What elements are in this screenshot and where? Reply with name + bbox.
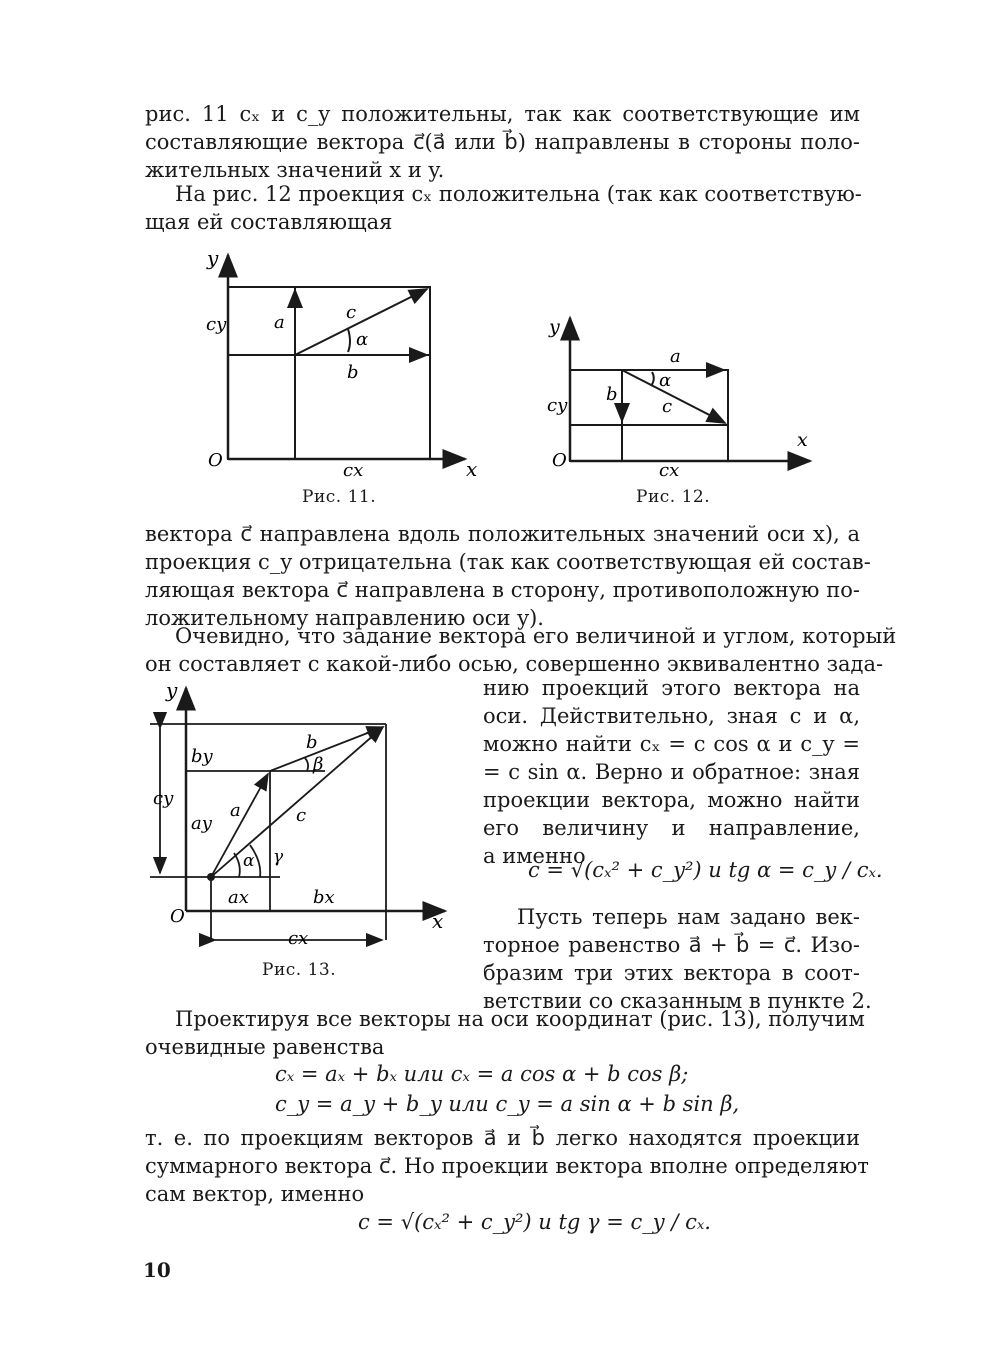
fig13-label-cx: cx bbox=[288, 928, 309, 949]
fig13-caption: Рис. 13. bbox=[262, 960, 337, 980]
fig12-label-cy: cy bbox=[547, 395, 568, 416]
fig13-label-ay: ay bbox=[191, 813, 212, 834]
paragraph-6 bbox=[145, 1005, 865, 1061]
fig11-label-alpha: α bbox=[356, 329, 369, 350]
paragraph-5-side bbox=[483, 903, 872, 1015]
fig11-label-y: y bbox=[207, 246, 219, 270]
text-line: жительных значений x и y. bbox=[145, 158, 445, 182]
fig12-label-y: y bbox=[549, 316, 560, 338]
text-line: его величину и направление, bbox=[483, 816, 860, 840]
fig13-label-x: x bbox=[432, 909, 444, 933]
equation-cy: c_y = a_y + b_y или c_y = a sin α + b sin β, bbox=[275, 1092, 740, 1116]
fig13-beta-arc bbox=[305, 758, 308, 771]
formula-magnitude-gamma: c = √(cₓ² + c_y²) и tg γ = c_y / cₓ. bbox=[358, 1210, 711, 1234]
fig13-label-b: b bbox=[306, 732, 318, 753]
fig11-label-cy: cy bbox=[206, 314, 227, 335]
fig11-label-a: a bbox=[274, 312, 285, 333]
fig11-label-b: b bbox=[347, 362, 359, 383]
fig12-label-a: a bbox=[670, 346, 681, 367]
fig11-label-cx: cx bbox=[343, 460, 364, 481]
formula-magnitude-alpha: c = √(cₓ² + c_y²) и tg α = c_y / cₓ. bbox=[528, 858, 883, 882]
text-line: На рис. 12 проекция cₓ положительна (так как соответствую- bbox=[175, 182, 862, 206]
text-line: проекция c_y отрицательна (так как соответствующая ей состав- bbox=[145, 550, 871, 574]
fig11-label-o: O bbox=[208, 450, 223, 471]
text-line: он составляет с какой-либо осью, совершенно эквивалентно зада- bbox=[145, 652, 884, 676]
fig12-caption: Рис. 12. bbox=[636, 487, 711, 507]
fig12-label-o: O bbox=[552, 450, 567, 471]
fig12-label-alpha: α bbox=[659, 370, 672, 391]
equation-cx: cₓ = aₓ + bₓ или cₓ = a cos α + b cos β; bbox=[275, 1062, 689, 1086]
fig13-label-ax: ax bbox=[228, 887, 249, 908]
text-line: ложительному направлению оси y). bbox=[145, 606, 544, 630]
text-line: ляющая вектора c⃗ направлена в сторону, противоположную по- bbox=[145, 578, 860, 602]
fig11-caption: Рис. 11. bbox=[302, 487, 377, 507]
fig13-origin-point bbox=[207, 873, 215, 881]
fig12-label-cx: cx bbox=[659, 460, 680, 481]
text-line: нию проекций этого вектора на bbox=[483, 676, 860, 700]
fig13-label-beta: β bbox=[313, 754, 324, 775]
text-line: бразим три этих вектора в соот- bbox=[483, 961, 860, 985]
text-line: Проектируя все векторы на оси координат (рис. 13), получим bbox=[175, 1007, 865, 1031]
text-line: а именно bbox=[483, 844, 586, 868]
text-line: можно найти cₓ = c cos α и c_y = bbox=[483, 732, 860, 756]
text-line: торное равенство a⃗ + b⃗ = c⃗. Изо- bbox=[483, 933, 860, 957]
page-number: 10 bbox=[143, 1258, 171, 1282]
text-line: щая ей составляющая bbox=[145, 210, 393, 234]
fig13-label-bx: bx bbox=[313, 887, 335, 908]
fig13-label-by: by bbox=[191, 746, 213, 767]
text-line: вектора c⃗ направлена вдоль положительных значений оси x), а bbox=[145, 522, 860, 546]
paragraph-7 bbox=[145, 1124, 869, 1208]
fig13-label-cy: cy bbox=[153, 788, 174, 809]
fig13-label-a: a bbox=[230, 800, 241, 821]
fig12-label-b: b bbox=[606, 384, 618, 405]
fig12-label-x: x bbox=[797, 429, 808, 451]
fig12-label-c: c bbox=[662, 396, 673, 417]
text-line: Очевидно, что задание вектора его величиной и углом, который bbox=[175, 624, 897, 648]
text-line: очевидные равенства bbox=[145, 1035, 385, 1059]
text-line: составляющие вектора c⃗(a⃗ или b⃗) направлены в стороны поло- bbox=[145, 130, 860, 154]
fig11-label-c: c bbox=[346, 302, 357, 323]
fig13-label-alpha: α bbox=[243, 851, 255, 871]
text-line: проекции вектора, можно найти bbox=[483, 788, 860, 812]
text-line: рис. 11 cₓ и c_y положительны, так как соответствующие им bbox=[145, 102, 860, 126]
fig13-label-gamma: γ bbox=[273, 847, 284, 867]
fig13-vector-b bbox=[270, 727, 383, 771]
fig13-label-c: c bbox=[296, 805, 307, 826]
fig13-label-o: O bbox=[170, 906, 185, 927]
text-line: суммарного вектора c⃗. Но проекции вектора вполне определяют bbox=[145, 1154, 869, 1178]
text-line: ветствии со сказанным в пункте 2. bbox=[483, 989, 872, 1013]
text-line: т. е. по проекциям векторов a⃗ и b⃗ легко находятся проекции bbox=[145, 1126, 860, 1150]
fig11-label-x: x bbox=[466, 457, 478, 481]
text-line: Пусть теперь нам задано век- bbox=[517, 905, 860, 929]
fig13-label-y: y bbox=[166, 678, 178, 702]
text-line: сам вектор, именно bbox=[145, 1182, 365, 1206]
text-line: оси. Действительно, зная c и α, bbox=[483, 704, 860, 728]
text-line: = c sin α. Верно и обратное: зная bbox=[483, 760, 860, 784]
